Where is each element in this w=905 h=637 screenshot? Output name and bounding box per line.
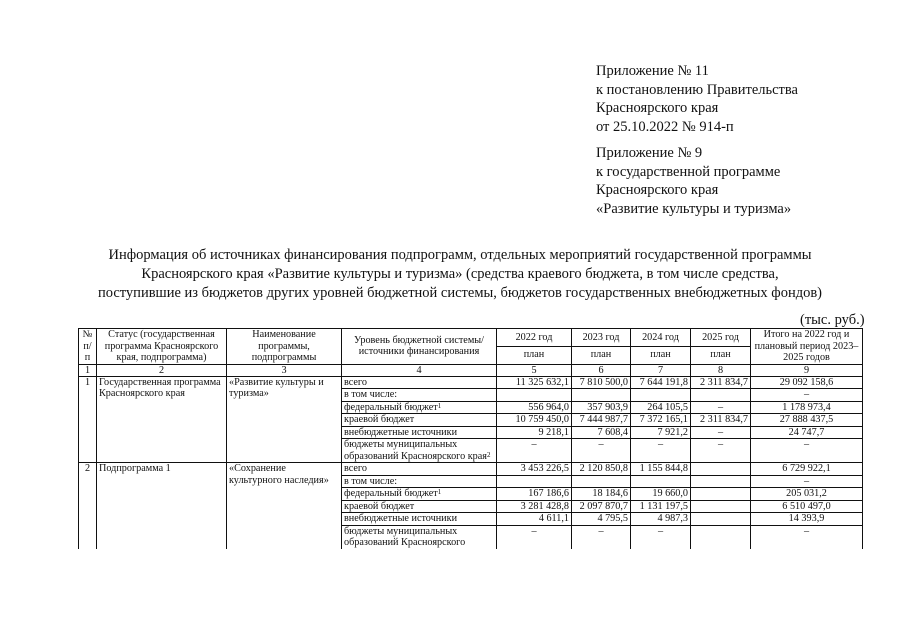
year-value-2025 (691, 475, 751, 488)
title-line: поступившие из бюджетов других уровней бюджетной системы, бюджетов государственных внебюджетных фондов) (97, 285, 823, 301)
year-value-2022: 167 186,6 (497, 488, 572, 501)
year-value-2023: 4 795,5 (572, 513, 631, 526)
header-2024: 2024 год (631, 329, 691, 347)
year-value-2022: 9 218,1 (497, 426, 572, 439)
appendix-9-header (596, 144, 886, 218)
funding-source-label: в том числе: (344, 389, 398, 400)
funding-source-label: всего (344, 376, 367, 388)
year-value-2025 (691, 463, 751, 476)
row-number: 1 (79, 376, 97, 463)
year-value-2024: 7 372 165,1 (631, 414, 691, 427)
year-value-2024: 19 660,0 (631, 488, 691, 501)
year-value-2025 (691, 500, 751, 513)
column-index: 2 (97, 364, 227, 376)
year-value-2023 (572, 389, 631, 402)
year-value-2022: 3 453 226,5 (497, 463, 572, 476)
year-value-2023: – (572, 439, 631, 463)
funding-source-label: бюджеты муниципальных образований Красноярского (344, 525, 466, 548)
funding-source (342, 439, 497, 463)
year-value-2025 (691, 389, 751, 402)
column-index: 6 (572, 364, 631, 376)
funding-source-label: всего (344, 463, 367, 474)
year-value-2024: 4 987,3 (631, 513, 691, 526)
title-line: Красноярского края «Развитие культуры и туризма» (средства краевого бюджета, в том числе средства, (141, 266, 779, 282)
year-value-2024 (631, 475, 691, 488)
funding-source-label: бюджеты муниципальных образований Красноярского края (344, 439, 487, 462)
table-body (79, 376, 863, 549)
total-value: 205 031,2 (751, 488, 863, 501)
total-value: – (751, 389, 863, 402)
header-2025: 2025 год (691, 329, 751, 347)
total-value: 27 888 437,5 (751, 414, 863, 427)
year-value-2023: 18 184,6 (572, 488, 631, 501)
financing-table (78, 328, 863, 549)
units-label: (тыс. руб.) (800, 312, 865, 328)
program-name: «Развитие культуры и туризма» (227, 376, 342, 463)
total-value: 24 747,7 (751, 426, 863, 439)
header-plan: план (497, 346, 572, 364)
column-index: 9 (751, 364, 863, 376)
funding-source-label: внебюджетные источники (344, 513, 458, 524)
year-value-2023: 7 444 987,7 (572, 414, 631, 427)
appendix-line: от 25.10.2022 № 914-п (596, 118, 734, 135)
year-value-2023: 357 903,9 (572, 401, 631, 414)
header-plan: план (631, 346, 691, 364)
program-name: «Сохранение культурного наследия» (227, 463, 342, 549)
footnote-marker: 2 (486, 450, 491, 459)
column-index: 5 (497, 364, 572, 376)
year-value-2022: 3 281 428,8 (497, 500, 572, 513)
footnote-marker: 1 (437, 488, 442, 496)
header-num: № п/п (79, 329, 97, 365)
program-status: Подпрограмма 1 (97, 463, 227, 549)
column-index: 1 (79, 364, 97, 376)
appendix-line: к государственной программе (596, 163, 781, 180)
total-value: 14 393,9 (751, 513, 863, 526)
year-value-2025: – (691, 426, 751, 439)
header-status: Статус (государственная программа Красноярского края, подпрограмма) (97, 329, 227, 365)
funding-source (342, 488, 497, 501)
appendix-line: «Развитие культуры и туризма» (596, 200, 792, 217)
year-value-2025 (691, 488, 751, 501)
year-value-2025: – (691, 401, 751, 414)
year-value-2024: 1 131 197,5 (631, 500, 691, 513)
column-index: 8 (691, 364, 751, 376)
year-value-2025: 2 311 834,7 (691, 376, 751, 389)
year-value-2025: – (691, 439, 751, 463)
column-index: 4 (342, 364, 497, 376)
year-value-2025: 2 311 834,7 (691, 414, 751, 427)
column-index-row (79, 364, 863, 376)
appendix-line: Красноярского края (596, 100, 719, 116)
year-value-2024: – (631, 525, 691, 549)
total-value: 1 178 973,4 (751, 401, 863, 414)
appendix-line: к постановлению Правительства (596, 81, 798, 98)
footnote-marker: 1 (437, 401, 442, 410)
year-value-2022 (497, 389, 572, 402)
funding-source (342, 475, 497, 488)
funding-source (342, 525, 497, 549)
total-value: – (751, 525, 863, 549)
year-value-2023: 2 120 850,8 (572, 463, 631, 476)
year-value-2024: 7 644 191,8 (631, 376, 691, 389)
funding-source (342, 513, 497, 526)
header-total: Итого на 2022 год и плановый период 2023–2025 годов (751, 329, 863, 365)
funding-source (342, 500, 497, 513)
year-value-2023: 7 608,4 (572, 426, 631, 439)
header-2023: 2023 год (572, 329, 631, 347)
title-line: Информация об источниках финансирования подпрограмм, отдельных мероприятий государственной программы (108, 247, 812, 263)
year-value-2023 (572, 475, 631, 488)
total-value: 29 092 158,6 (751, 376, 863, 389)
header-2022: 2022 год (497, 329, 572, 347)
funding-source-label: в том числе: (344, 475, 398, 487)
funding-source (342, 401, 497, 414)
year-value-2025 (691, 525, 751, 549)
year-value-2024 (631, 389, 691, 402)
funding-source-label: федеральный бюджет (344, 401, 438, 413)
funding-source-label: внебюджетные источники (344, 426, 458, 438)
funding-source (342, 389, 497, 402)
row-number: 2 (79, 463, 97, 549)
table-row (79, 376, 863, 389)
appendix-11-header (596, 62, 886, 136)
year-value-2022: 11 325 632,1 (497, 376, 572, 389)
header-level: Уровень бюджетной системы/источники финансирования (342, 329, 497, 365)
year-value-2023: 7 810 500,0 (572, 376, 631, 389)
funding-source (342, 463, 497, 476)
funding-source-label: краевой бюджет (344, 414, 415, 425)
appendix-line: Приложение № 11 (596, 63, 709, 79)
year-value-2023: 2 097 870,7 (572, 500, 631, 513)
year-value-2025 (691, 513, 751, 526)
funding-source (342, 426, 497, 439)
header-name: Наименование программы, подпрограммы (227, 329, 342, 365)
year-value-2022 (497, 475, 572, 488)
year-value-2022: – (497, 439, 572, 463)
table-header (79, 329, 863, 377)
appendix-line: Красноярского края (596, 182, 719, 198)
year-value-2024: – (631, 439, 691, 463)
funding-source (342, 376, 497, 389)
document-title (60, 246, 860, 303)
column-index: 3 (227, 364, 342, 376)
header-plan: план (572, 346, 631, 364)
year-value-2022: 4 611,1 (497, 513, 572, 526)
funding-source-label: краевой бюджет (344, 500, 415, 512)
year-value-2022: 10 759 450,0 (497, 414, 572, 427)
column-index: 7 (631, 364, 691, 376)
table-row (79, 463, 863, 476)
funding-source (342, 414, 497, 427)
appendix-line: Приложение № 9 (596, 145, 703, 161)
total-value: 6 510 497,0 (751, 500, 863, 513)
year-value-2023: – (572, 525, 631, 549)
total-value: 6 729 922,1 (751, 463, 863, 476)
year-value-2024: 7 921,2 (631, 426, 691, 439)
header-plan: план (691, 346, 751, 364)
year-value-2022: 556 964,0 (497, 401, 572, 414)
program-status: Государственная программа Красноярского края (97, 376, 227, 463)
funding-source-label: федеральный бюджет (344, 488, 438, 499)
year-value-2024: 1 155 844,8 (631, 463, 691, 476)
year-value-2024: 264 105,5 (631, 401, 691, 414)
year-value-2022: – (497, 525, 572, 549)
total-value: – (751, 439, 863, 463)
total-value: – (751, 475, 863, 488)
